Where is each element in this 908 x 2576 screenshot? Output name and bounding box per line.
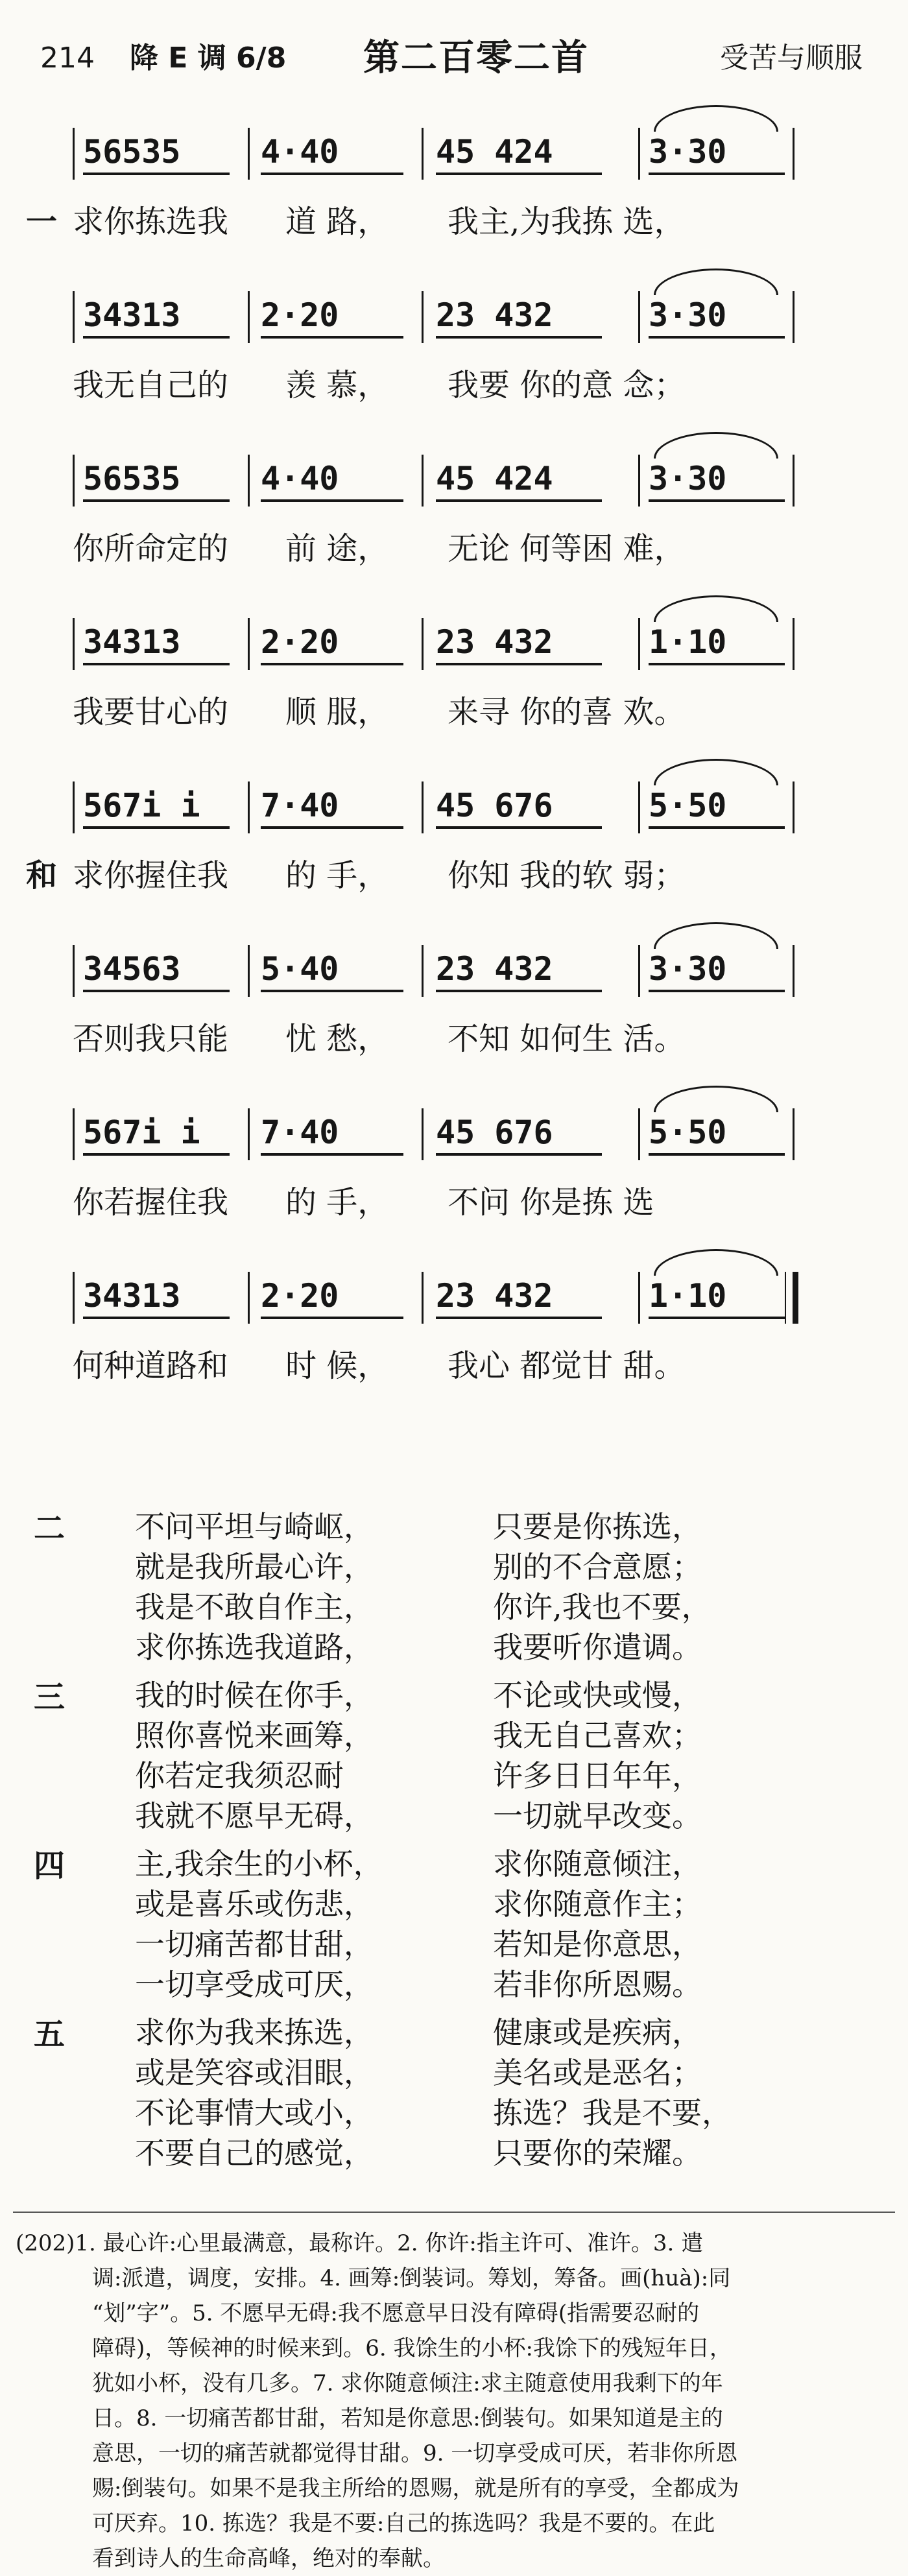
beam-line [261, 336, 403, 339]
verse-line: 主,我余生的小杯， [135, 1846, 383, 1881]
beam-line [649, 990, 785, 992]
beam-line [649, 173, 785, 175]
measure-notes-text: 4·40 [261, 133, 339, 171]
barline [73, 1272, 75, 1324]
lyric-segment: 我要 你的意 念； [448, 367, 686, 403]
measure-notes [436, 451, 602, 506]
barline [793, 618, 794, 670]
measure-notes [649, 1105, 785, 1160]
lyric-segment: 你知 我的软 弱； [448, 857, 686, 894]
notation-line [0, 1105, 908, 1163]
measure-notes [261, 451, 403, 506]
measure-notes [649, 615, 785, 669]
barline [638, 291, 640, 343]
lyric-segment: 求你握住我 [73, 857, 229, 894]
measure-notes-text: 2·20 [261, 296, 339, 334]
measure-notes-text: 45 676 [436, 1114, 553, 1151]
measure-notes-text: 3·30 [649, 950, 727, 988]
measure-notes-text: 7·40 [261, 787, 339, 824]
measure-notes [261, 778, 403, 833]
lyric-segment: 不问 你是拣 选 [448, 1184, 654, 1221]
verse-line: 我要听你遣调。 [493, 1630, 702, 1665]
lyric-line [0, 523, 908, 575]
measure-notes-text: 45 676 [436, 787, 553, 824]
measure-notes-text: 567i i [83, 1114, 200, 1151]
beam-line [436, 173, 602, 175]
verse-line: 或是喜乐或伤悲， [135, 1887, 374, 1922]
barline [638, 455, 640, 507]
beam-line [436, 663, 602, 665]
tie-arc [654, 1086, 778, 1112]
footnote-line: 可厌弃。10. 拣选？我是不要:自己的拣选吗？我是不要的。在此 [92, 2510, 715, 2536]
measure-notes-text: 34313 [83, 296, 181, 334]
lyric-segment: 我主,为我拣 选， [448, 204, 686, 240]
key-signature: 降 E 调 6/8 [130, 42, 287, 75]
beam-line [649, 826, 785, 829]
measure-notes-text: 2·20 [261, 623, 339, 661]
barline [422, 945, 424, 997]
beam-line [83, 1317, 230, 1319]
verse-line: 不要自己的感觉， [135, 2136, 374, 2171]
tie-arc [654, 105, 778, 132]
lyric-segment: 羡 慕， [285, 367, 389, 403]
lyric-line [0, 686, 908, 738]
measure-notes [83, 1105, 230, 1160]
barline [638, 1108, 640, 1160]
lyric-segment: 我要甘心的 [73, 694, 229, 730]
verse-line: 不问平坦与崎岖， [135, 1509, 374, 1544]
measure-notes-text: 23 432 [436, 296, 553, 334]
verse-number: 四 [34, 1848, 66, 1884]
beam-line [436, 1153, 602, 1156]
measure-notes-text: 4·40 [261, 460, 339, 497]
verse-line: 我的时候在你手， [135, 1678, 374, 1713]
tie-arc [654, 759, 778, 785]
measure-notes [436, 1269, 602, 1323]
beam-line [83, 499, 230, 502]
measure-notes-text: 5·50 [649, 1114, 727, 1151]
lyric-segment: 前 途， [285, 531, 389, 567]
measure-notes-text: 3·30 [649, 460, 727, 497]
barline [422, 1272, 424, 1324]
lyric-segment: 无论 何等困 难， [448, 531, 686, 567]
lyric-segment: 否则我只能 [73, 1021, 229, 1057]
barline [793, 945, 794, 997]
measure-notes [83, 778, 230, 833]
beam-line [261, 1317, 403, 1319]
measure-notes-text: 45 424 [436, 133, 553, 171]
verse-line: 求你随意作主； [493, 1887, 702, 1922]
beam-line [649, 1317, 785, 1319]
beam-line [83, 663, 230, 665]
tie-arc [654, 1249, 778, 1276]
footnote-divider [13, 2212, 895, 2213]
measure-notes-text: 56535 [83, 460, 181, 497]
beam-line [436, 1317, 602, 1319]
lyric-segment: 你若握住我 [73, 1184, 229, 1221]
notation-line [0, 615, 908, 673]
notation-line [0, 288, 908, 346]
verse-line: 许多日日年年， [493, 1758, 702, 1793]
lyric-line [0, 1340, 908, 1392]
beam-line [436, 990, 602, 992]
lyric-segment: 我心 都觉甘 甜。 [448, 1348, 686, 1384]
verse-line: 只要是你拣选， [493, 1509, 702, 1544]
beam-line [261, 826, 403, 829]
hymn-title: 第二百零二首 [363, 37, 589, 79]
measure-notes [649, 942, 785, 996]
verse-line: 一切享受成可厌， [135, 1967, 374, 2002]
lyric-segment: 我无自己的 [73, 367, 229, 403]
verse-line: 若知是你意思， [493, 1927, 702, 1962]
verse-line: 拣选？我是不要， [493, 2095, 732, 2130]
measure-notes [83, 615, 230, 669]
beam-line [83, 1153, 230, 1156]
measure-notes [436, 125, 602, 179]
measure-notes [261, 615, 403, 669]
lyric-line [0, 850, 908, 901]
beam-line [83, 826, 230, 829]
barline [793, 1108, 794, 1160]
measure-notes-text: 5·40 [261, 950, 339, 988]
barline [248, 1108, 250, 1160]
measure-notes [649, 1269, 785, 1323]
measure-notes [436, 615, 602, 669]
barline [248, 945, 250, 997]
lyric-segment: 道 路， [285, 204, 389, 240]
measure-notes [649, 778, 785, 833]
measure-notes-text: 2·20 [261, 1277, 339, 1315]
measure-notes [83, 125, 230, 179]
footnote-line: 犹如小杯，没有几多。7. 求你随意倾注:求主随意使用我剩下的年 [92, 2370, 723, 2396]
measure-notes [436, 288, 602, 342]
measure-notes-text: 45 424 [436, 460, 553, 497]
barline [793, 128, 794, 180]
beam-line [436, 336, 602, 339]
measure-notes-text: 34563 [83, 950, 181, 988]
verse-number: 二 [34, 1510, 66, 1547]
footnote-line: 调:派遣，调度，安排。4. 画筹:倒装词。筹划，筹备。画(huà):同 [92, 2265, 731, 2291]
barline [638, 945, 640, 997]
measure-notes [83, 942, 230, 996]
barline [73, 781, 75, 833]
verse-line: 一切痛苦都甘甜， [135, 1927, 374, 1962]
lyric-segment: 的 手， [285, 857, 389, 894]
verse-line: 若非你所恩赐。 [493, 1967, 702, 2002]
lyric-line [0, 196, 908, 248]
verse-line: 你若定我须忍耐 [135, 1758, 344, 1793]
measure-notes [649, 125, 785, 179]
measure-notes-text: 1·10 [649, 1277, 727, 1315]
verse-line: 求你为我来拣选， [135, 2015, 374, 2050]
barline [638, 128, 640, 180]
verse-line: 就是我所最心许， [135, 1549, 374, 1584]
barline [785, 1272, 786, 1324]
lyric-line [0, 1013, 908, 1065]
measure-notes-text: 34313 [83, 1277, 181, 1315]
barline [73, 618, 75, 670]
tie-arc [654, 595, 778, 622]
barline [73, 128, 75, 180]
measure-notes [436, 942, 602, 996]
verse-line: 我无自己喜欢； [493, 1718, 702, 1753]
barline [248, 618, 250, 670]
verse-line: 不论事情大或小， [135, 2095, 374, 2130]
barline [248, 291, 250, 343]
measure-notes-text: 34313 [83, 623, 181, 661]
measure-notes-text: 5·50 [649, 787, 727, 824]
notation-line [0, 778, 908, 837]
beam-line [436, 499, 602, 502]
verse-line: 我是不敢自作主， [135, 1590, 374, 1625]
notation-line [0, 942, 908, 1000]
notation-line [0, 451, 908, 510]
verse-line: 健康或是疾病， [493, 2015, 702, 2050]
measure-notes-text: 3·30 [649, 296, 727, 334]
verse-line: 只要你的荣耀。 [493, 2136, 702, 2171]
barline [793, 781, 794, 833]
verse-line: 求你拣选我道路， [135, 1630, 374, 1665]
lyric-segment: 何种道路和 [73, 1348, 229, 1384]
verse-number: 三 [34, 1679, 66, 1715]
beam-line [261, 499, 403, 502]
barline [248, 1272, 250, 1324]
lyric-segment: 时 候， [285, 1348, 389, 1384]
verse-line: 或是笑容或泪眼， [135, 2055, 374, 2090]
measure-notes [261, 942, 403, 996]
tie-arc [654, 922, 778, 949]
measure-notes-text: 3·30 [649, 133, 727, 171]
lyric-segment: 求你拣选我 [73, 204, 229, 240]
verse-line: 别的不合意愿； [493, 1549, 702, 1584]
footnote-line: 看到诗人的生命高峰，绝对的奉献。 [92, 2546, 445, 2571]
notation-line [0, 125, 908, 183]
barline [638, 1272, 640, 1324]
lyric-segment: 顺 服， [285, 694, 389, 730]
barline [422, 128, 424, 180]
beam-line [261, 1153, 403, 1156]
barline [73, 945, 75, 997]
verse-number: 五 [34, 2016, 66, 2053]
lyric-line [0, 359, 908, 411]
verse-marker: 一 [26, 204, 58, 240]
beam-line [83, 336, 230, 339]
measure-notes [261, 125, 403, 179]
measure-notes [83, 1269, 230, 1323]
measure-notes-text: 23 432 [436, 1277, 553, 1315]
barline [422, 618, 424, 670]
barline [73, 291, 75, 343]
footnote-line: 意思，一切的痛苦就都觉得甘甜。9. 一切享受成可厌，若非你所恩 [92, 2440, 738, 2466]
measure-notes [649, 288, 785, 342]
barline [422, 291, 424, 343]
barline [793, 1272, 798, 1324]
barline [793, 455, 794, 507]
lyric-line [0, 1176, 908, 1228]
tie-arc [654, 268, 778, 295]
beam-line [261, 990, 403, 992]
verse-line: 美名或是恶名； [493, 2055, 702, 2090]
footnotes [16, 2226, 891, 2576]
barline [793, 291, 794, 343]
verse-line: 一切就早改变。 [493, 1798, 702, 1833]
verse-line: 我就不愿早无碍， [135, 1798, 374, 1833]
barline [73, 455, 75, 507]
beam-line [649, 663, 785, 665]
footnote-line: “划”字”。5. 不愿早无碍:我不愿意早日没有障碍(指需要忍耐的 [92, 2300, 700, 2326]
measure-notes-text: 7·40 [261, 1114, 339, 1151]
footnote-line: 日。8. 一切痛苦都甘甜，若知是你意思:倒装句。如果知道是主的 [92, 2405, 723, 2431]
measure-notes [83, 288, 230, 342]
beam-line [649, 1153, 785, 1156]
beam-line [83, 173, 230, 175]
measure-notes [261, 1105, 403, 1160]
barline [638, 781, 640, 833]
tie-arc [654, 432, 778, 459]
lyric-segment: 不知 如何生 活。 [448, 1021, 686, 1057]
lyric-segment: 忧 愁， [285, 1021, 389, 1057]
barline [248, 455, 250, 507]
measure-notes [436, 1105, 602, 1160]
lyric-segment: 来寻 你的喜 欢。 [448, 694, 686, 730]
page-number: 214 [40, 42, 95, 75]
beam-line [649, 336, 785, 339]
measure-notes [649, 451, 785, 506]
barline [638, 618, 640, 670]
beam-line [649, 499, 785, 502]
lyric-segment: 你所命定的 [73, 531, 229, 567]
measure-notes [436, 778, 602, 833]
barline [73, 1108, 75, 1160]
barline [422, 455, 424, 507]
measure-notes-text: 56535 [83, 133, 181, 171]
measure-notes-text: 567i i [83, 787, 200, 824]
measure-notes [83, 451, 230, 506]
footnote-line: (202)1. 最心许:心里最满意，最称许。2. 你许:指主许可、准许。3. 遣 [16, 2230, 704, 2256]
measure-notes [261, 1269, 403, 1323]
footnote-line: 障碍)，等候神的时候来到。6. 我馀生的小杯:我馀下的残短年日， [92, 2335, 732, 2361]
lyric-segment: 的 手， [285, 1184, 389, 1221]
measure-notes-text: 23 432 [436, 950, 553, 988]
verse-line: 不论或快或慢， [493, 1678, 702, 1713]
verse-line: 照你喜悦来画筹， [135, 1718, 374, 1753]
verse-line: 你许,我也不要， [493, 1590, 711, 1625]
notation-line [0, 1269, 908, 1327]
beam-line [436, 826, 602, 829]
hymn-theme: 受苦与顺服 [720, 42, 863, 75]
measure-notes [261, 288, 403, 342]
barline [248, 128, 250, 180]
barline [422, 781, 424, 833]
barline [248, 781, 250, 833]
beam-line [83, 990, 230, 992]
barline [422, 1108, 424, 1160]
verse-marker: 和 [26, 857, 58, 894]
measure-notes-text: 1·10 [649, 623, 727, 661]
verse-line: 求你随意倾注， [493, 1846, 702, 1881]
beam-line [261, 173, 403, 175]
footnote-line: 赐:倒装句。如果不是我主所给的恩赐，就是所有的享受，全都成为 [92, 2475, 739, 2501]
beam-line [261, 663, 403, 665]
measure-notes-text: 23 432 [436, 623, 553, 661]
